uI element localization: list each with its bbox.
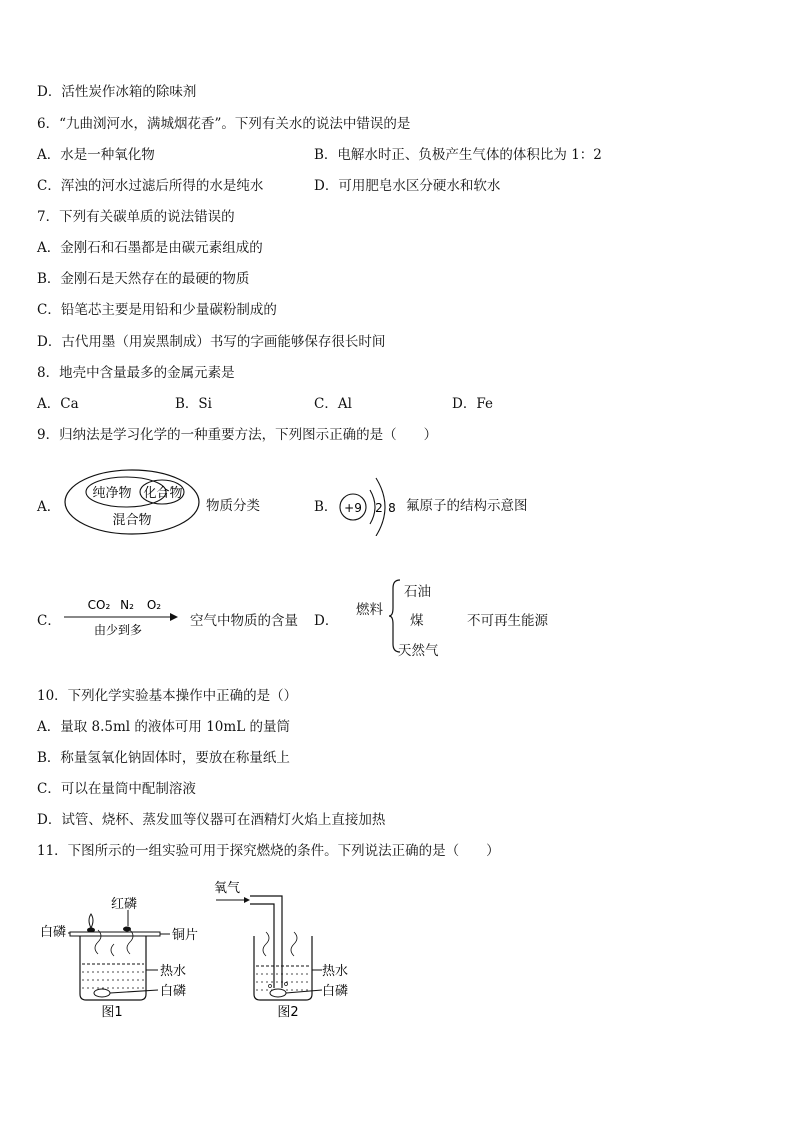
fig1-white-phosphorus-top-label: 白磷 bbox=[40, 925, 67, 940]
fig2-oxygen-label: 氧气 bbox=[214, 881, 241, 896]
q5-option-d: D．活性炭作冰箱的除味剂 bbox=[37, 84, 197, 100]
q9-option-b-letter: B． bbox=[314, 499, 338, 515]
q10-option-c: C．可以在量筒中配制溶液 bbox=[37, 781, 196, 797]
fig1-hot-water-label: 热水 bbox=[160, 964, 187, 979]
fig2-white-phosphorus-label: 白磷 bbox=[322, 984, 349, 999]
q8-option-d: D．Fe bbox=[452, 396, 493, 412]
q9-option-d-item3: 天然气 bbox=[398, 643, 439, 659]
q9-option-a-letter: A． bbox=[37, 499, 61, 515]
q7-stem: 7．下列有关碳单质的说法错误的 bbox=[37, 209, 235, 225]
q8-option-b: B．Si bbox=[175, 396, 212, 412]
q7-option-c: C．铅笔芯主要是用铅和少量碳粉制成的 bbox=[37, 302, 277, 318]
q11-stem: 11．下图所示的一组实验可用于探究燃烧的条件。下列说法正确的是（ ） bbox=[37, 843, 500, 859]
q9-c-gas1: CO₂ bbox=[87, 598, 111, 612]
q9-c-gas2: N₂ bbox=[120, 598, 134, 612]
q8-option-c: C．Al bbox=[314, 396, 352, 412]
q9-stem: 9．归纳法是学习化学的一种重要方法，下列图示正确的是（ ） bbox=[37, 427, 438, 443]
q6-option-d: D．可用肥皂水区分硬水和软水 bbox=[314, 178, 501, 194]
q11-figure-1 bbox=[36, 890, 206, 1020]
q9-option-b-caption: 氟原子的结构示意图 bbox=[406, 498, 528, 514]
q6-stem: 6．“九曲浏河水，满城烟花香”。下列有关水的说法中错误的是 bbox=[37, 116, 411, 132]
q9-option-c-diagram bbox=[62, 596, 182, 640]
q9-option-c-letter: C． bbox=[37, 613, 61, 629]
q6-option-c: C．浑浊的河水过滤后所得的水是纯水 bbox=[37, 178, 264, 194]
q9-option-c-caption: 空气中物质的含量 bbox=[190, 613, 298, 629]
q9-a-inner2: 化合物 bbox=[143, 486, 183, 501]
q10-option-a: A．量取 8.5ml 的液体可用 10mL 的量筒 bbox=[37, 719, 290, 735]
fig1-copper-label: 铜片 bbox=[172, 928, 199, 943]
q9-option-d-item2: 煤 bbox=[410, 613, 424, 629]
q10-option-d: D．试管、烧杯、蒸发皿等仪器可在酒精灯火焰上直接加热 bbox=[37, 812, 386, 828]
q9-option-a-caption: 物质分类 bbox=[206, 498, 260, 514]
q10-option-b: B．称量氢氧化钠固体时，要放在称量纸上 bbox=[37, 750, 290, 766]
q9-c-gas3: O₂ bbox=[146, 598, 162, 612]
q6-option-a: A．水是一种氧化物 bbox=[37, 147, 155, 163]
q9-a-outer: 混合物 bbox=[112, 513, 152, 528]
q9-option-a-diagram bbox=[64, 468, 204, 536]
q9-b-e1: 2 bbox=[375, 501, 383, 515]
q9-c-arrow-label: 由少到多 bbox=[93, 623, 143, 637]
q9-b-nucleus: +9 bbox=[344, 501, 362, 515]
fig2-hot-water-label: 热水 bbox=[322, 964, 349, 979]
q9-option-b-diagram bbox=[336, 470, 408, 536]
q9-option-d-item1: 石油 bbox=[404, 584, 431, 600]
q9-option-d-letter: D． bbox=[314, 613, 339, 629]
fig2-caption: 图2 bbox=[277, 1005, 299, 1020]
q8-stem: 8．地壳中含量最多的金属元素是 bbox=[37, 365, 235, 381]
q6-option-b: B．电解水时正、负极产生气体的体积比为 1：2 bbox=[314, 147, 602, 163]
q7-option-a: A．金刚石和石墨都是由碳元素组成的 bbox=[37, 240, 263, 256]
q10-stem: 10．下列化学实验基本操作中正确的是（） bbox=[37, 688, 298, 704]
fig1-red-phosphorus-label: 红磷 bbox=[110, 897, 138, 912]
q7-option-d: D．古代用墨（用炭黑制成）书写的字画能够保存很长时间 bbox=[37, 334, 386, 350]
q11-figure-2 bbox=[210, 876, 360, 1020]
q8-option-a: A．Ca bbox=[37, 396, 79, 412]
q9-a-inner1: 纯净物 bbox=[92, 486, 132, 501]
q9-b-e2: 8 bbox=[388, 501, 396, 515]
q9-option-d-caption: 不可再生能源 bbox=[467, 613, 548, 629]
q9-option-d-group: 燃料 bbox=[356, 602, 383, 618]
fig1-white-phosphorus-bottom-label: 白磷 bbox=[160, 984, 187, 999]
q7-option-b: B．金刚石是天然存在的最硬的物质 bbox=[37, 271, 250, 287]
fig1-caption: 图1 bbox=[101, 1005, 123, 1020]
